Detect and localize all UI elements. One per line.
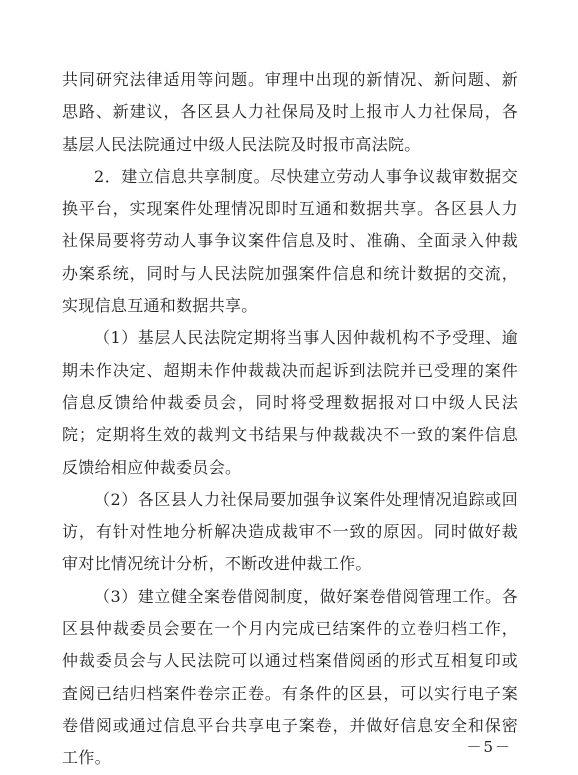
- paragraph-item-3: （3）建立健全案卷借阅制度，做好案卷借阅管理工作。各区县仲裁委员会要在一个月内完成已结案件的立卷归档工作，仲裁委员会与人民法院可以通过档案借阅函的形式互相复印或査阅已结归档案件卷宗正卷。有条件的区县，可以实行电子案卷借阅或通过信息平台共享电子案卷，并做好信息安全和保密工作。: [62, 586, 518, 768]
- page-number: －5－: [466, 738, 512, 756]
- document-body: [62, 64, 518, 775]
- paragraph-item-1: （1）基层人民法院定期将当事人因仲裁机构不予受理、逾期未作决定、超期未作仲裁裁决而起诉到法院并已受理的案件信息反馈给仲裁委员会，同时将受理数据报对口中级人民法院；定期将生效的裁判文书结果与仲裁裁决不一致的案件信息反馈给相应仲裁委员会。: [62, 328, 518, 477]
- paragraph-info-sharing: 2．建立信息共享制度。尽快建立劳动人事争议裁审数据交换平台，实现案件处理情况即时互通和数据共享。各区县人力社保局要将劳动人事争议案件信息及时、准确、全面录入仲裁办案系统，同时与人民法院加强案件信息和统计数据的交流，实现信息互通和数据共享。: [62, 166, 518, 316]
- paragraph-item-2: （2）各区县人力社保局要加强争议案件处理情况追踪或回访，有针对性地分析解决造成裁审不一致的原因。同时做好裁审对比情况统计分析，不断改进仲裁工作。: [62, 489, 518, 574]
- paragraph-continued: 共同研究法律适用等问题。审理中出现的新情况、新问题、新思路、新建议，各区县人力社保局及时上报市人力社保局，各基层人民法院通过中级人民法院及时报市高法院。: [62, 70, 518, 154]
